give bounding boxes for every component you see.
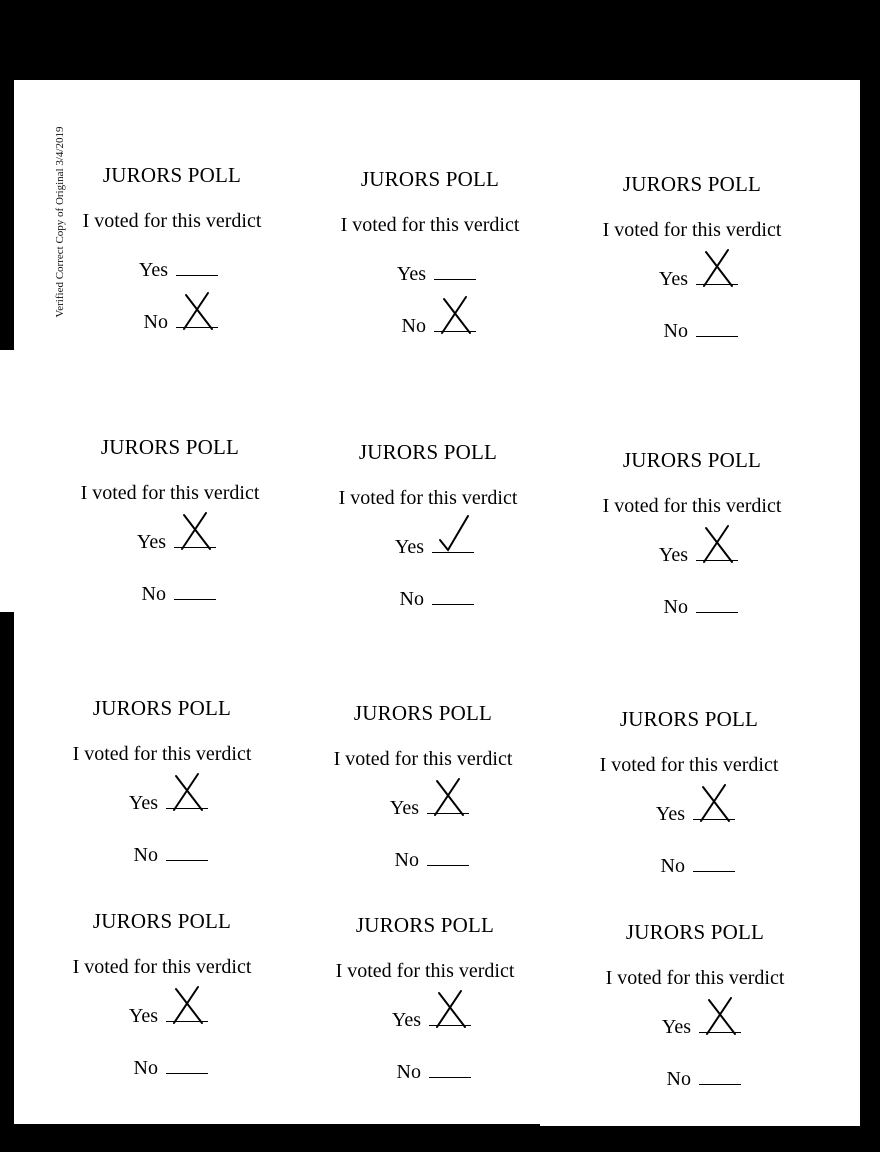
yes-blank-line <box>434 261 476 280</box>
poll-statement: I voted for this verdict <box>338 487 518 509</box>
yes-label: Yes <box>661 1016 691 1038</box>
yes-label: Yes <box>389 797 419 819</box>
yes-label: Yes <box>396 263 426 285</box>
page-edge <box>0 350 16 612</box>
yes-blank-line <box>174 529 216 548</box>
yes-option-row <box>582 266 802 294</box>
yes-blank-line <box>429 1007 471 1026</box>
no-label: No <box>133 1057 158 1079</box>
yes-label: Yes <box>136 531 166 553</box>
poll-statement: I voted for this verdict <box>599 754 779 776</box>
poll-statement: I voted for this verdict <box>335 960 515 982</box>
no-blank-line <box>174 581 216 600</box>
no-blank-line <box>176 309 218 328</box>
no-option-row <box>52 842 272 870</box>
no-option-row <box>52 1055 272 1083</box>
handwritten-x-mark <box>701 996 741 1036</box>
jurors-poll-card <box>318 440 538 614</box>
yes-option-row <box>52 790 272 818</box>
yes-option-row <box>52 1003 272 1031</box>
no-option-row <box>315 1059 535 1087</box>
yes-option-row <box>579 801 799 829</box>
no-option-row <box>60 581 280 609</box>
no-label: No <box>394 849 419 871</box>
yes-option-row <box>60 529 280 557</box>
yes-label: Yes <box>394 536 424 558</box>
handwritten-x-mark <box>698 524 738 564</box>
poll-title: JURORS POLL <box>358 440 498 464</box>
yes-option-row <box>320 261 540 289</box>
handwritten-x-mark <box>176 511 216 551</box>
poll-title: JURORS POLL <box>353 701 493 725</box>
yes-label: Yes <box>658 544 688 566</box>
poll-statement: I voted for this verdict <box>82 210 262 232</box>
poll-statement: I voted for this verdict <box>72 743 252 765</box>
poll-title: JURORS POLL <box>355 913 495 937</box>
jurors-poll-card <box>315 913 535 1087</box>
yes-label: Yes <box>655 803 685 825</box>
no-option-row <box>585 1066 805 1094</box>
page-edge <box>540 1116 860 1126</box>
no-label: No <box>666 1068 691 1090</box>
poll-title: JURORS POLL <box>619 707 759 731</box>
yes-option-row <box>315 1007 535 1035</box>
yes-option-row <box>318 534 538 562</box>
handwritten-x-mark <box>429 777 469 817</box>
jurors-poll-card <box>62 163 282 337</box>
yes-label: Yes <box>658 268 688 290</box>
no-blank-line <box>696 594 738 613</box>
no-option-row <box>313 847 533 875</box>
handwritten-x-mark <box>695 783 735 823</box>
yes-blank-line <box>176 257 218 276</box>
no-label: No <box>143 311 168 333</box>
yes-blank-line <box>427 795 469 814</box>
yes-option-row <box>585 1014 805 1042</box>
jurors-poll-card <box>320 167 540 341</box>
handwritten-x-mark <box>436 295 476 335</box>
no-label: No <box>141 583 166 605</box>
handwritten-x-mark <box>168 772 208 812</box>
no-label: No <box>133 844 158 866</box>
poll-title: JURORS POLL <box>622 172 762 196</box>
jurors-poll-card <box>582 448 802 622</box>
no-option-row <box>62 309 282 337</box>
no-label: No <box>401 315 426 337</box>
yes-option-row <box>313 795 533 823</box>
handwritten-x-mark <box>178 291 218 331</box>
yes-label: Yes <box>138 259 168 281</box>
poll-title: JURORS POLL <box>102 163 242 187</box>
no-blank-line <box>434 313 476 332</box>
yes-blank-line <box>693 801 735 820</box>
no-blank-line <box>432 586 474 605</box>
poll-title: JURORS POLL <box>92 909 232 933</box>
yes-blank-line <box>696 542 738 561</box>
poll-statement: I voted for this verdict <box>605 967 785 989</box>
no-label: No <box>660 855 685 877</box>
no-option-row <box>582 594 802 622</box>
no-blank-line <box>166 1055 208 1074</box>
handwritten-x-mark <box>431 989 471 1029</box>
no-label: No <box>663 320 688 342</box>
handwritten-check-mark <box>434 516 474 556</box>
no-label: No <box>663 596 688 618</box>
no-blank-line <box>429 1059 471 1078</box>
no-blank-line <box>427 847 469 866</box>
no-blank-line <box>696 318 738 337</box>
no-option-row <box>320 313 540 341</box>
poll-statement: I voted for this verdict <box>602 495 782 517</box>
yes-option-row <box>62 257 282 285</box>
no-blank-line <box>699 1066 741 1085</box>
jurors-poll-card <box>60 435 280 609</box>
yes-label: Yes <box>391 1009 421 1031</box>
poll-title: JURORS POLL <box>625 920 765 944</box>
yes-blank-line <box>166 1003 208 1022</box>
jurors-poll-card <box>52 909 272 1083</box>
no-blank-line <box>693 853 735 872</box>
poll-statement: I voted for this verdict <box>602 219 782 241</box>
poll-statement: I voted for this verdict <box>333 748 513 770</box>
poll-statement: I voted for this verdict <box>340 214 520 236</box>
no-option-row <box>582 318 802 346</box>
jurors-poll-card <box>579 707 799 881</box>
jurors-poll-card <box>313 701 533 875</box>
yes-option-row <box>582 542 802 570</box>
yes-blank-line <box>166 790 208 809</box>
verification-stamp: Verified Correct Copy of Original 3/4/2019 <box>54 126 66 318</box>
no-label: No <box>399 588 424 610</box>
yes-blank-line <box>699 1014 741 1033</box>
yes-label: Yes <box>128 1005 158 1027</box>
poll-title: JURORS POLL <box>100 435 240 459</box>
poll-title: JURORS POLL <box>360 167 500 191</box>
jurors-poll-card <box>52 696 272 870</box>
poll-title: JURORS POLL <box>92 696 232 720</box>
no-option-row <box>318 586 538 614</box>
poll-statement: I voted for this verdict <box>80 482 260 504</box>
no-option-row <box>579 853 799 881</box>
no-blank-line <box>166 842 208 861</box>
jurors-poll-card <box>582 172 802 346</box>
no-label: No <box>396 1061 421 1083</box>
handwritten-x-mark <box>698 248 738 288</box>
yes-blank-line <box>432 534 474 553</box>
yes-blank-line <box>696 266 738 285</box>
jurors-poll-card <box>585 920 805 1094</box>
yes-label: Yes <box>128 792 158 814</box>
poll-statement: I voted for this verdict <box>72 956 252 978</box>
poll-title: JURORS POLL <box>622 448 762 472</box>
handwritten-x-mark <box>168 985 208 1025</box>
